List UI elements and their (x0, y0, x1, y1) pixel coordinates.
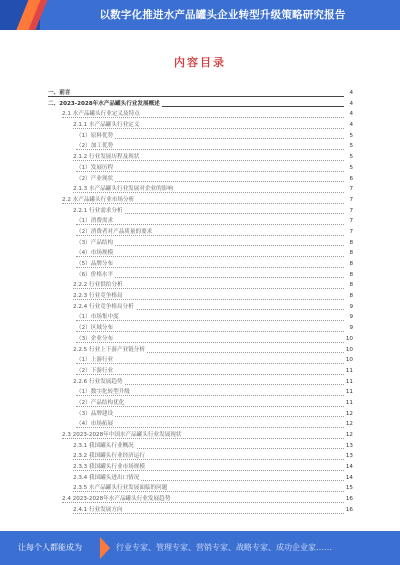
toc-page-number: 10 (344, 345, 353, 356)
toc-page-number: 7 (347, 227, 353, 238)
toc-entry[interactable] (48, 248, 353, 259)
toc-entry[interactable] (48, 462, 353, 473)
toc-page-number: 11 (344, 366, 353, 377)
report-title: 以数字化推进水产品罐头企业转型升级策略研究报告 (99, 9, 346, 21)
toc-entry[interactable] (48, 419, 353, 430)
toc-entry-text: 2.2.6 行业发展趋势 (73, 378, 123, 385)
toc-page-number: 13 (344, 441, 353, 452)
toc-entry[interactable] (48, 88, 353, 99)
toc-leader-dots (76, 149, 344, 150)
toc-leader-dots (76, 427, 344, 428)
toc-entry[interactable] (48, 312, 353, 323)
toc-entry-text: （2）产业现状 (76, 175, 114, 182)
toc-leader-dots (48, 96, 344, 97)
toc-entry[interactable] (48, 141, 353, 152)
toc-page-number: 8 (347, 248, 353, 259)
toc-entry[interactable] (48, 334, 353, 345)
footer-slogan: 让每个人都能成为 (18, 543, 82, 552)
toc-page-number: 4 (347, 120, 353, 131)
toc-entry-text: （3）品牌建设 (76, 410, 114, 417)
toc-leader-dots (76, 171, 344, 172)
toc-leader-dots (76, 416, 344, 417)
toc-entry[interactable] (48, 163, 353, 174)
toc-entry[interactable] (48, 174, 353, 185)
toc-entry[interactable] (48, 270, 353, 281)
toc-entry[interactable] (48, 441, 353, 452)
toc-page-number: 15 (344, 483, 353, 494)
toc-leader-dots (76, 245, 344, 246)
toc-entry[interactable] (48, 473, 353, 484)
toc-page-number: 12 (344, 409, 353, 420)
toc-entry[interactable] (48, 409, 353, 420)
toc-entry-text: 2.4.1 行业发展方向 (73, 506, 123, 513)
toc-page-number: 5 (347, 152, 353, 163)
toc-leader-dots (76, 138, 344, 139)
toc-page-number: 8 (347, 291, 353, 302)
toc-page-number: 4 (347, 109, 353, 120)
toc-leader-dots (76, 320, 344, 321)
toc-entry-text: （1）原料优势 (76, 132, 114, 139)
toc-page-number: 9 (347, 302, 353, 313)
toc-entry[interactable] (48, 152, 353, 163)
table-of-contents (48, 88, 353, 516)
toc-entry-text: 2.1.3 水产品罐头行业发展对企业的影响 (73, 186, 173, 193)
toc-entry[interactable] (48, 345, 353, 356)
toc-page-number: 9 (347, 323, 353, 334)
toc-leader-dots (76, 181, 344, 182)
toc-entry-text: （6）价格水平 (76, 271, 114, 278)
toc-entry[interactable] (48, 398, 353, 409)
toc-page-number: 7 (347, 216, 353, 227)
toc-entry-text: （1）数字化转型升级 (76, 389, 130, 396)
toc-entry[interactable] (48, 291, 353, 302)
toc-entry[interactable] (48, 109, 353, 120)
toc-entry-text: 2.1.2 行业发展历程及现状 (73, 154, 140, 161)
toc-entry[interactable] (48, 99, 353, 110)
toc-entry[interactable] (48, 280, 353, 291)
toc-page-number: 5 (347, 163, 353, 174)
toc-entry[interactable] (48, 238, 353, 249)
toc-leader-dots (76, 256, 344, 257)
toc-entry[interactable] (48, 355, 353, 366)
toc-entry[interactable] (48, 195, 353, 206)
toc-entry-text: 2.3.4 我国罐头进出口情况 (73, 474, 140, 481)
toc-page-number: 11 (344, 387, 353, 398)
toc-entry-text: （3）企业分布 (76, 335, 114, 342)
toc-heading: 内容目录 (174, 56, 226, 69)
toc-entry-text: 2.4 2023-2028年水产品罐头行业发展趋势 (62, 496, 171, 503)
toc-entry-text: （1）上游行业 (76, 357, 114, 364)
toc-page-number: 10 (344, 334, 353, 345)
toc-entry-text: 2.3.1 我国罐头行业概况 (73, 442, 134, 449)
toc-entry-text: （2）消费者对产品质量的要求 (76, 228, 153, 235)
toc-leader-dots (73, 459, 344, 460)
toc-entry-text: （1）发展历程 (76, 164, 114, 171)
toc-page-number: 16 (344, 494, 353, 505)
toc-entry-text: （5）品牌分布 (76, 261, 114, 267)
toc-entry-text: （4）市场规模 (76, 250, 114, 257)
footer-tagline: 行业专家、管理专家、营销专家、战略专家、成功企业家…… (116, 543, 332, 552)
toc-entry-text: （2）产品结构优化 (76, 399, 125, 406)
toc-page-number: 5 (347, 131, 353, 142)
toc-page-number: 11 (344, 377, 353, 388)
toc-page-number: 12 (344, 419, 353, 430)
toc-entry[interactable] (48, 377, 353, 388)
toc-leader-dots (76, 342, 344, 343)
toc-entry-text: 2.2 水产品罐头行业市场分析 (62, 196, 135, 203)
toc-entry-text: 2.2.3 行业竞争格局 (73, 293, 123, 300)
toc-entry[interactable] (48, 302, 353, 313)
toc-leader-dots (76, 395, 344, 396)
toc-page-number: 14 (344, 462, 353, 473)
toc-entry-text: 2.3.2 我国罐头行业经济运行 (73, 453, 145, 460)
toc-entry[interactable] (48, 494, 353, 505)
toc-entry-text: （2）区域分布 (76, 325, 114, 332)
toc-leader-dots (76, 331, 344, 332)
toc-entry-text: 2.1.1 水产品罐头行业定义 (73, 122, 140, 129)
toc-entry-text: （1）市场集中度 (76, 314, 119, 321)
page-header (0, 0, 400, 30)
toc-page-number: 8 (347, 270, 353, 281)
toc-entry-text: 2.2.2 行业供给分析 (73, 282, 123, 289)
toc-entry-text: 2.1 水产品罐头行业定义及特点 (62, 111, 140, 118)
toc-entry-text: 二、2023-2028年水产品罐头行业发展概述 (48, 100, 160, 107)
toc-entry[interactable] (48, 483, 353, 494)
toc-page-number: 8 (347, 238, 353, 249)
toc-entry[interactable] (48, 227, 353, 238)
toc-entry-text: 2.3.3 我国罐头行业市场规模 (73, 464, 145, 471)
toc-leader-dots (73, 192, 344, 193)
toc-entry-text: （1）消费需求 (76, 218, 114, 225)
toc-page-number: 7 (347, 195, 353, 206)
footer-arrow-icon (100, 537, 110, 559)
toc-page-number: 4 (347, 99, 353, 110)
toc-page-number: 13 (344, 451, 353, 462)
toc-entry-text: 2.3 2023-2028年中国水产品罐头行业发展现状 (62, 432, 182, 438)
toc-page-number: 4 (347, 88, 353, 99)
toc-entry[interactable] (48, 206, 353, 217)
toc-entry[interactable] (48, 387, 353, 398)
toc-entry[interactable] (48, 430, 353, 441)
toc-entry-text: （3）产品结构 (76, 239, 114, 246)
toc-entry-text: （4）市场拓展 (76, 421, 114, 428)
toc-leader-dots (76, 224, 344, 225)
toc-entry[interactable] (48, 366, 353, 377)
toc-leader-dots (73, 491, 344, 492)
toc-page-number: 8 (347, 280, 353, 291)
toc-page-number: 7 (347, 184, 353, 195)
toc-entry-text: 2.2.5 行业上下游产业链分析 (73, 346, 145, 353)
toc-entry[interactable] (48, 505, 353, 516)
toc-page-number: 16 (344, 505, 353, 516)
toc-page-number: 10 (344, 355, 353, 366)
toc-page-number: 12 (344, 430, 353, 441)
toc-entry[interactable] (48, 131, 353, 142)
toc-leader-dots (76, 267, 344, 268)
toc-entry-text: （2）下游行业 (76, 367, 114, 374)
toc-entry[interactable] (48, 184, 353, 195)
toc-page-number: 7 (347, 206, 353, 217)
toc-leader-dots (76, 277, 344, 278)
toc-entry-text: 2.3.5 水产品罐头行业发展面临的问题 (73, 485, 168, 492)
toc-leader-dots (62, 117, 344, 118)
toc-page-number: 9 (347, 312, 353, 323)
toc-entry[interactable] (48, 120, 353, 131)
toc-entry[interactable] (48, 216, 353, 227)
toc-page-number: 14 (344, 473, 353, 484)
toc-leader-dots (76, 374, 344, 375)
toc-leader-dots (73, 288, 344, 289)
toc-page-number: 11 (344, 398, 353, 409)
page-footer (0, 531, 400, 565)
toc-entry[interactable] (48, 323, 353, 334)
toc-page-number: 6 (347, 174, 353, 185)
toc-entry[interactable] (48, 451, 353, 462)
toc-entry-text: 2.2.4 行业竞争格局分析 (73, 303, 134, 310)
toc-entry[interactable] (48, 259, 353, 270)
toc-leader-dots (76, 363, 344, 364)
toc-page-number: 8 (347, 259, 353, 270)
toc-page-number: 5 (347, 141, 353, 152)
toc-entry-text: 2.2.1 行业需求分析 (73, 207, 123, 214)
toc-entry-text: 一、前言 (48, 90, 71, 96)
toc-entry-text: （2）加工优势 (76, 143, 114, 150)
